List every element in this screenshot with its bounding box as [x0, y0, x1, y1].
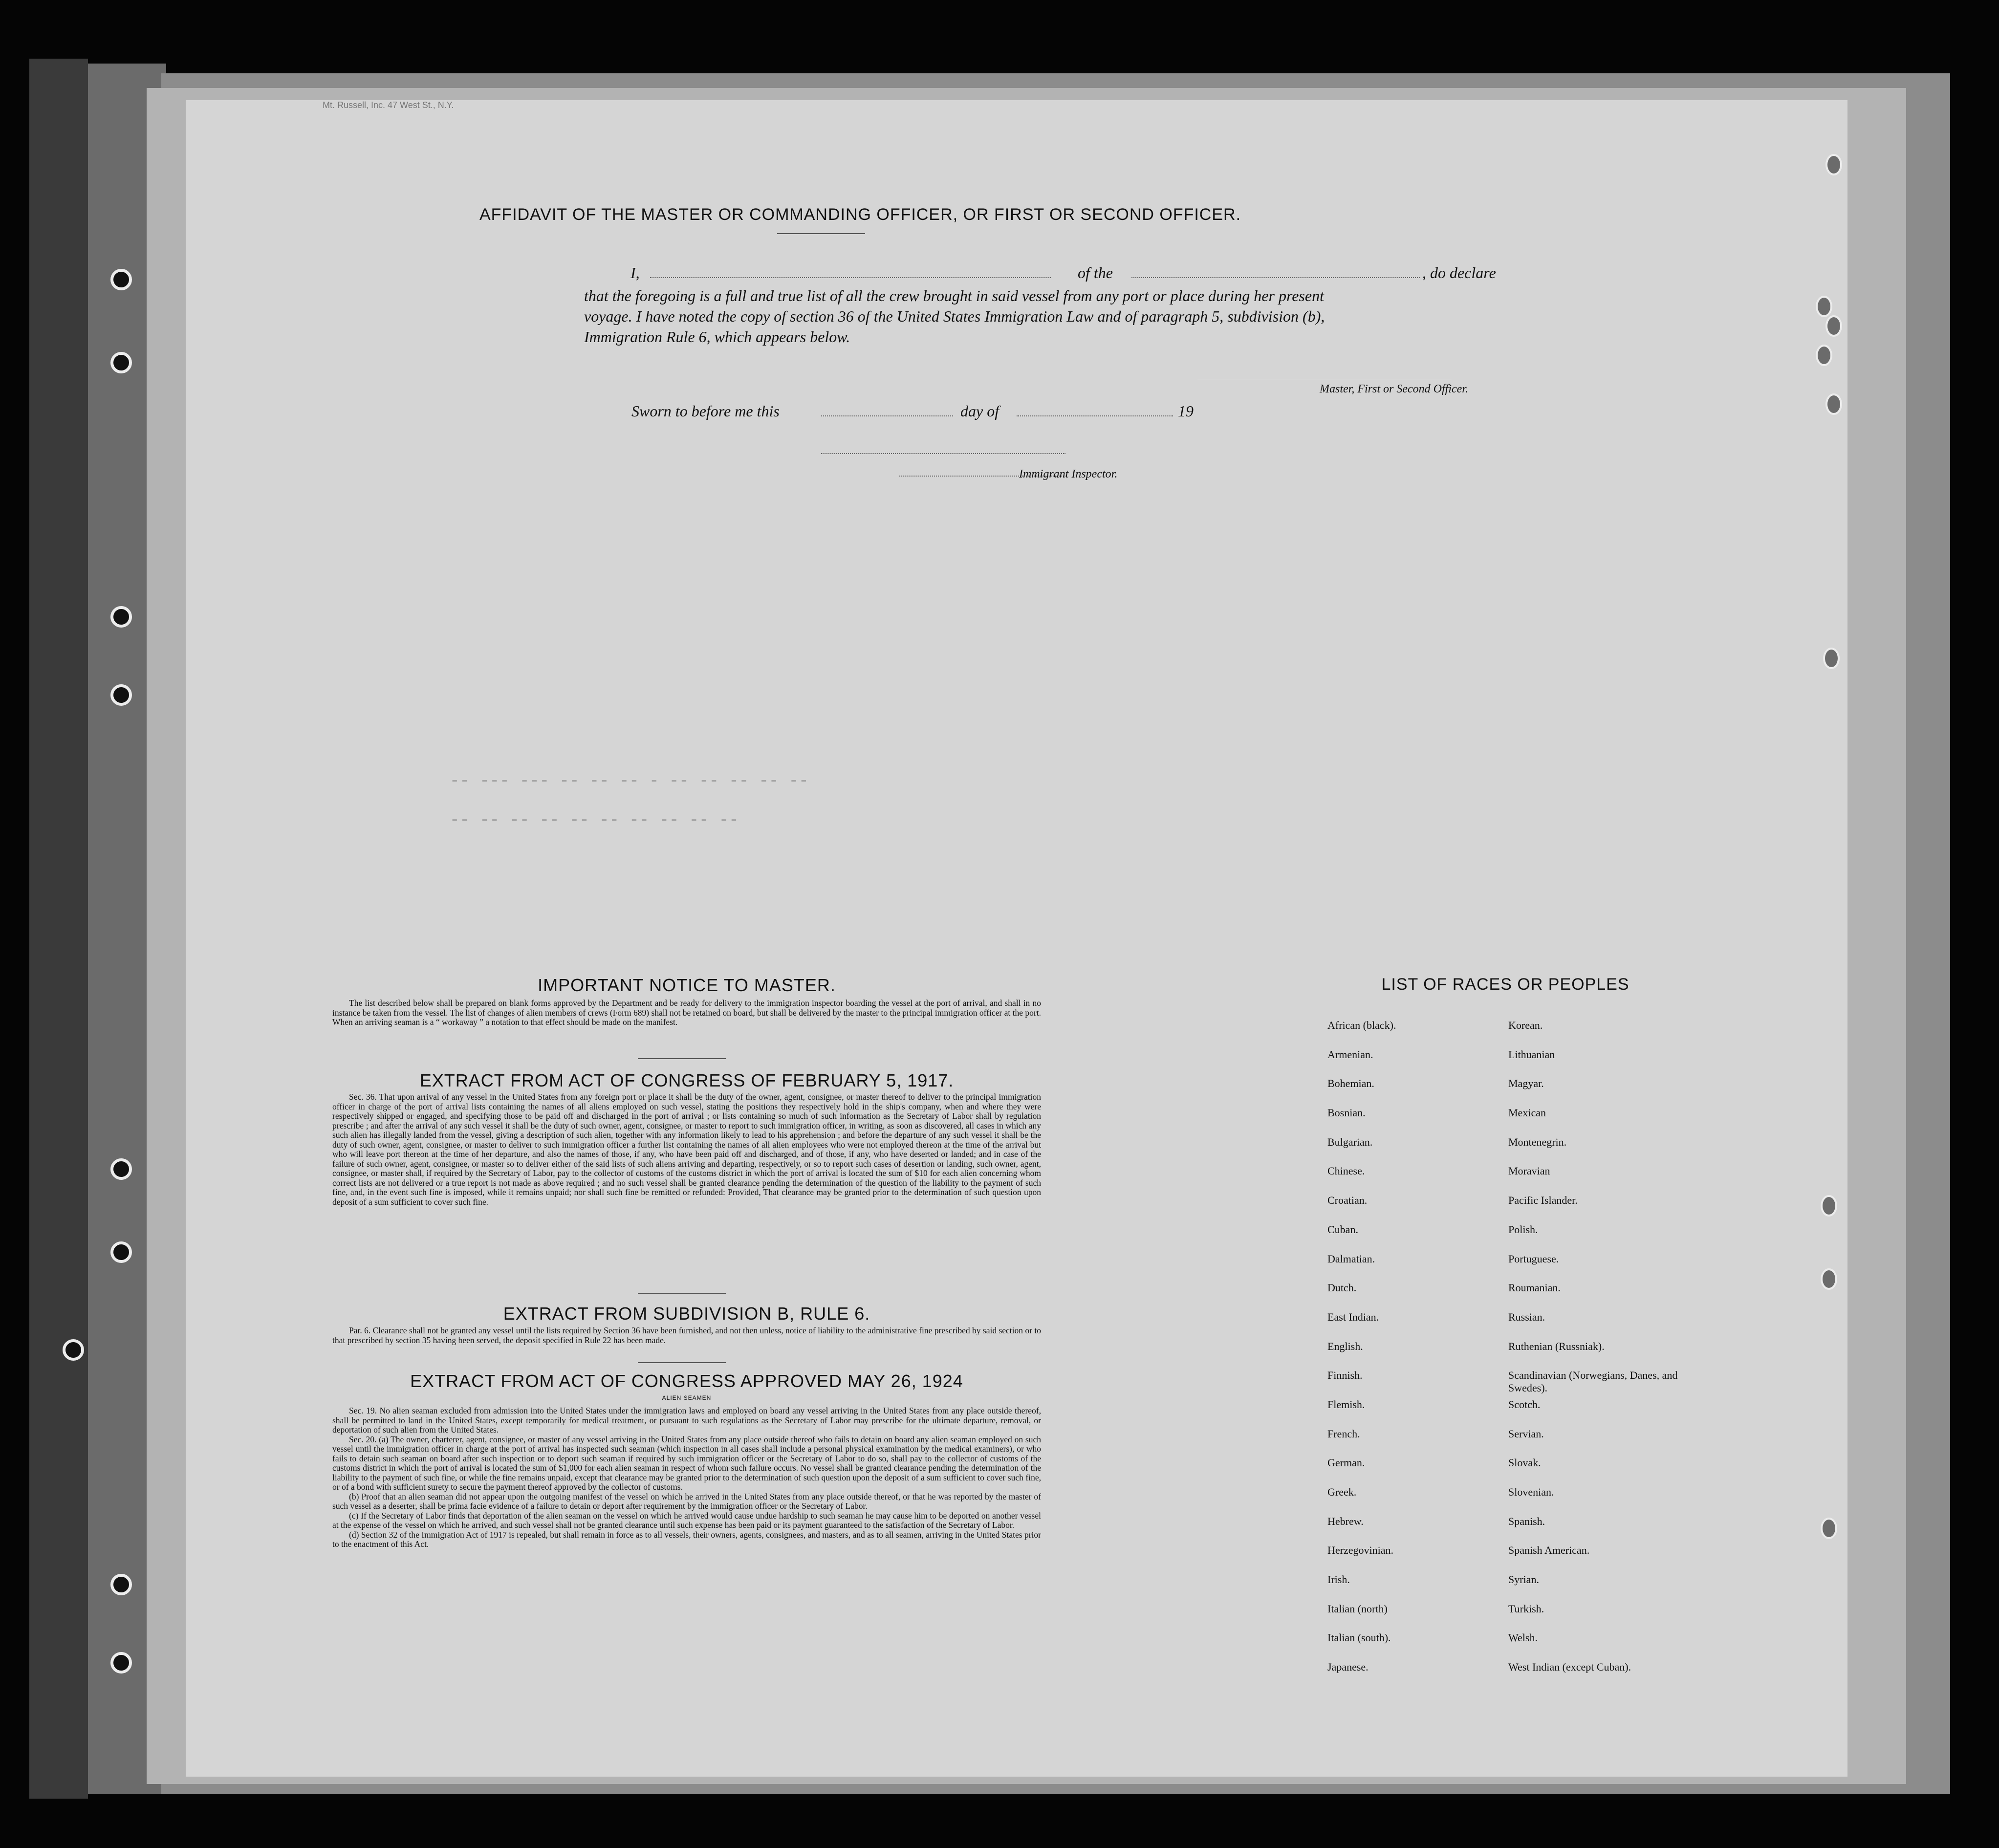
- affidavit-i: I,: [630, 264, 640, 282]
- sworn-day-field[interactable]: [821, 415, 953, 416]
- sec-20c-paragraph: (c) If the Secretary of Labor finds that deportation of the alien seaman on the vessel on which he arrived would cause undue hardship to such seaman he may cause him to be deported on another vessel at the expense of the vessel on which he arrived, and such vessel shall not be granted clearance until such expense has been paid or its payment guaranteed to the satisfaction of the Secretary of Labor.: [332, 1510, 1041, 1530]
- race-item: Servian.: [1508, 1427, 1544, 1440]
- race-item: Cuban.: [1327, 1223, 1358, 1236]
- race-item: Russian.: [1508, 1310, 1545, 1323]
- race-item: Spanish American.: [1508, 1544, 1590, 1557]
- manifest-page: [186, 100, 1847, 1777]
- bleed-through-mark: -- --- --- -- -- -- - -- -- -- -- --: [450, 772, 809, 791]
- race-item: Hebrew.: [1327, 1515, 1364, 1527]
- race-item: Bosnian.: [1327, 1107, 1366, 1119]
- race-item: West Indian (except Cuban).: [1508, 1661, 1631, 1674]
- race-item: Montenegrin.: [1508, 1135, 1567, 1148]
- race-item: Scotch.: [1508, 1398, 1541, 1411]
- races-right-column: [1508, 1019, 1694, 1690]
- binder-hole-icon: [110, 1574, 132, 1595]
- binder-hole-icon: [110, 1652, 132, 1674]
- notice-paragraph: The list described below shall be prepared on blank forms approved by the Department and be ready for delivery to the immigration inspector boarding the vessel at the port of arrival, and shall in no instance be taken from the vessel. The list of changes of alien members of crews (Form 689) shall not be retained on board, but shall be delivered by the master to the principal immigration officer at the port. When an arriving seaman is a “ workaway ” a notation to that effect should be made on the manifest.: [332, 998, 1041, 1027]
- races-left-column: [1327, 1019, 1513, 1690]
- day-of-label: day of: [960, 402, 1000, 420]
- inspector-label: Immigrant Inspector.: [1019, 468, 1118, 480]
- extract-1917-text: [332, 1092, 1041, 1207]
- race-item: Dutch.: [1327, 1282, 1357, 1294]
- race-item: Pacific Islander.: [1508, 1194, 1578, 1207]
- race-item: German.: [1327, 1457, 1365, 1469]
- race-item: African (black).: [1327, 1019, 1396, 1031]
- race-item: Portuguese.: [1508, 1252, 1559, 1265]
- sworn-text: Sworn to before me this: [631, 402, 780, 420]
- race-item: Finnish.: [1327, 1369, 1363, 1382]
- notice-title: IMPORTANT NOTICE TO MASTER.: [538, 975, 836, 995]
- binder-hole-icon: [110, 1241, 132, 1263]
- race-item: Italian (south).: [1327, 1631, 1391, 1644]
- race-item: Herzegovinian.: [1327, 1544, 1393, 1557]
- binder-hole-icon: [110, 606, 132, 628]
- binder-hole-icon: [110, 1158, 132, 1180]
- race-item: Dalmatian.: [1327, 1252, 1375, 1265]
- sec-19-paragraph: Sec. 19. No alien seaman excluded from admission into the United States under the immigration laws and employed on board any vessel arriving in the United States from any place outside thereof, shall be permitted to land in the United States, except temporarily for medical treatment, or pursuant to such regulations as the Secretary of Labor may prescribe for the ultimate departure, removal, or deportation of such alien from the United States.: [332, 1406, 1041, 1435]
- officer-name-field[interactable]: [650, 277, 1051, 278]
- races-title: LIST OF RACES OR PEOPLES: [1381, 975, 1630, 994]
- divider: [777, 233, 865, 234]
- extract-1917-title: EXTRACT FROM ACT OF CONGRESS OF FEBRUARY 5, 1917.: [419, 1070, 954, 1090]
- sec-20d-paragraph: (d) Section 32 of the Immigration Act of 1917 is repealed, but shall remain in force as to all vessels, their owners, agents, consignees, and masters, and as to all seamen, arriving in the United States prior to the enactment of this Act.: [332, 1529, 1041, 1549]
- race-item: French.: [1327, 1427, 1360, 1440]
- bleed-through-mark: -- -- -- -- -- -- -- -- -- --: [450, 811, 739, 830]
- extract-1924-text: [332, 1406, 1041, 1549]
- affidavit-line-4: Immigration Rule 6, which appears below.: [584, 328, 850, 346]
- affidavit-line-2: that the foregoing is a full and true list of all the crew brought in said vessel from any port or place during her present: [584, 287, 1324, 304]
- edge-tab-icon: [1816, 345, 1832, 366]
- race-item: Moravian: [1508, 1165, 1550, 1177]
- binder-hole-icon: [110, 684, 132, 706]
- race-item: Croatian.: [1327, 1194, 1368, 1207]
- race-item: Greek.: [1327, 1486, 1357, 1498]
- race-item: Irish.: [1327, 1573, 1350, 1586]
- race-item: Polish.: [1508, 1223, 1538, 1236]
- rule-6-text: [332, 1326, 1041, 1345]
- edge-tab-icon: [1825, 154, 1842, 175]
- affidavit-do-declare: , do declare: [1422, 264, 1496, 282]
- edge-tab-icon: [1816, 296, 1832, 317]
- race-item: Magyar.: [1508, 1077, 1544, 1090]
- divider: [638, 1058, 726, 1059]
- binder-hole-icon: [110, 269, 132, 290]
- race-item: Armenian.: [1327, 1048, 1373, 1061]
- edge-tab-icon: [1823, 648, 1840, 669]
- race-item: Mexican: [1508, 1107, 1546, 1119]
- binder-hole-icon: [110, 352, 132, 373]
- sworn-month-field[interactable]: [1017, 415, 1173, 416]
- race-item: Ruthenian (Russniak).: [1508, 1340, 1605, 1352]
- race-item: Spanish.: [1508, 1515, 1545, 1527]
- race-item: Korean.: [1508, 1019, 1543, 1031]
- race-item: English.: [1327, 1340, 1363, 1352]
- affidavit-title: AFFIDAVIT OF THE MASTER OR COMMANDING OFFICER, OR FIRST OR SECOND OFFICER.: [479, 205, 1241, 224]
- race-item: Roumanian.: [1508, 1282, 1561, 1294]
- edge-tab-icon: [1821, 1195, 1837, 1217]
- rule-6-title: EXTRACT FROM SUBDIVISION B, RULE 6.: [503, 1304, 870, 1324]
- binder-hole-icon: [63, 1339, 84, 1361]
- race-item: Flemish.: [1327, 1398, 1365, 1411]
- edge-tab-icon: [1821, 1518, 1837, 1539]
- sec-36-paragraph: Sec. 36. That upon arrival of any vessel in the United States from any foreign port or place it shall be the duty of the owner, agent, consignee, or master thereof to deliver to the principal immigration officer in charge of the port of arrival lists containing the names of all aliens employed on such vessel, stating the positions they respectively hold in the ship's company, when and where they were respectively shipped or engaged, and specifying those to be paid off and discharged in the port of arrival ; or lists containing so much of such information as the Secretary of Labor shall by regulation prescribe ; and after the arrival of any such vessel it shall be the duty of such owner, agent, consignee, or master to report to such immigration officer, in writing, as soon as discovered, all cases in which any such alien has illegally landed from the vessel, giving a description of such alien, together with any information likely to lead to his apprehension ; and before the departure of any such vessel it shall be the duty of such owner, agent, consignee, or master to deliver to such immigration officer a further list containing the names of all alien employees who were not employed thereon at the time of the arrival but who will leave port thereon at the time of her departure, and also the names of those, if any, who have been paid off and discharged, and of those, if any, who have deserted or landed; and in case of the failure of such owner, agent, consignee, or master so to deliver either of the said lists of such aliens arriving and departing, respectively, or so to report such cases of desertion or landing, such owner, agent, consignee, or master shall, if required by the Secretary of Labor, pay to the collector of customs of the customs district in which the port of arrival is located the sum of $10 for each alien concerning whom correct lists are not delivered or a true report is not made as above required ; and no such vessel shall be granted clearance pending the determination of the question of the liability to the payment of such fine, and, in the event such fine is imposed, while it remains unpaid; nor shall such fine be remitted or refunded: Provided, That clearance may be granted prior to the determination of such question upon deposit of a sum sufficient to cover such fine.: [332, 1092, 1041, 1207]
- edge-tab-icon: [1821, 1268, 1837, 1290]
- alien-seamen-subtitle: ALIEN SEAMEN: [662, 1394, 712, 1401]
- edge-tab-icon: [1825, 393, 1842, 415]
- affidavit-line-3: voyage. I have noted the copy of section 36 of the United States Immigration Law and of paragraph 5, subdivision (b),: [584, 307, 1325, 325]
- race-item: Italian (north): [1327, 1602, 1388, 1615]
- year-label: 19: [1178, 402, 1194, 420]
- edge-tab-icon: [1825, 315, 1842, 337]
- race-item: Syrian.: [1508, 1573, 1539, 1586]
- race-item: Bulgarian.: [1327, 1135, 1373, 1148]
- race-item: Chinese.: [1327, 1165, 1365, 1177]
- master-signature-label: Master, First or Second Officer.: [1320, 383, 1468, 395]
- printer-imprint: Mt. Russell, Inc. 47 West St., N.Y.: [323, 100, 454, 110]
- race-item: Scandinavian (Norwegians, Danes, and Swedes).: [1508, 1369, 1678, 1394]
- sec-20b-paragraph: (b) Proof that an alien seaman did not appear upon the outgoing manifest of the vessel on which he arrived in the United States from any place outside thereof, or that he was reported by the master of such vessel as a deserter, shall be prima facie evidence of a failure to detain or deport after requirement by the immigration officer or the Secretary of Labor.: [332, 1491, 1041, 1511]
- affidavit-of-the: of the: [1078, 264, 1113, 282]
- par-6-paragraph: Par. 6. Clearance shall not be granted any vessel until the lists required by Section 36 have been furnished, and not then unless, notice of liability to the administrative fine prescribed by said section or to that prescribed by section 35 having been served, the deposit specified in Rule 22 has been made.: [332, 1326, 1041, 1345]
- sec-20a-paragraph: Sec. 20. (a) The owner, charterer, agent, consignee, or master of any vessel arriving in the United States from any place outside thereof who fails to detain on board any alien seaman employed on such vessel until the immigration officer in charge at the port of arrival has inspected such seaman (which inspection in all cases shall include a personal physical examination by the medical examiners), or who fails to detain such seaman on board after such inspection or to deport such seaman if required by such immigration officer or the Secretary of Labor to do so, shall pay to the collector of customs of the customs district in which the port of arrival is located the sum of $1,000 for each alien seaman in respect of whom such failure occurs. No vessel shall be granted clearance pending the determination of the liability to the payment of such fine, or while the fine remains unpaid, except that clearance may be granted prior to the determination of such question upon the deposit of a sum sufficient to cover such fine, or of a bond with sufficient surety to secure the payment thereof approved by the collector of customs.: [332, 1434, 1041, 1492]
- inspector-sig-line-1[interactable]: [821, 453, 1065, 454]
- race-item: Slovak.: [1508, 1457, 1541, 1469]
- race-item: Bohemian.: [1327, 1077, 1374, 1090]
- notice-text: [332, 999, 1041, 1027]
- race-item: Japanese.: [1327, 1661, 1369, 1674]
- extract-1924-title: EXTRACT FROM ACT OF CONGRESS APPROVED MAY 26, 1924: [410, 1371, 963, 1391]
- binder-spine: [29, 59, 88, 1799]
- race-item: Lithuanian: [1508, 1048, 1555, 1061]
- race-item: Turkish.: [1508, 1602, 1544, 1615]
- race-item: Slovenian.: [1508, 1486, 1554, 1498]
- divider: [638, 1362, 726, 1363]
- divider: [638, 1293, 726, 1294]
- race-item: Welsh.: [1508, 1631, 1538, 1644]
- vessel-name-field[interactable]: [1131, 277, 1420, 278]
- race-item: East Indian.: [1327, 1310, 1379, 1323]
